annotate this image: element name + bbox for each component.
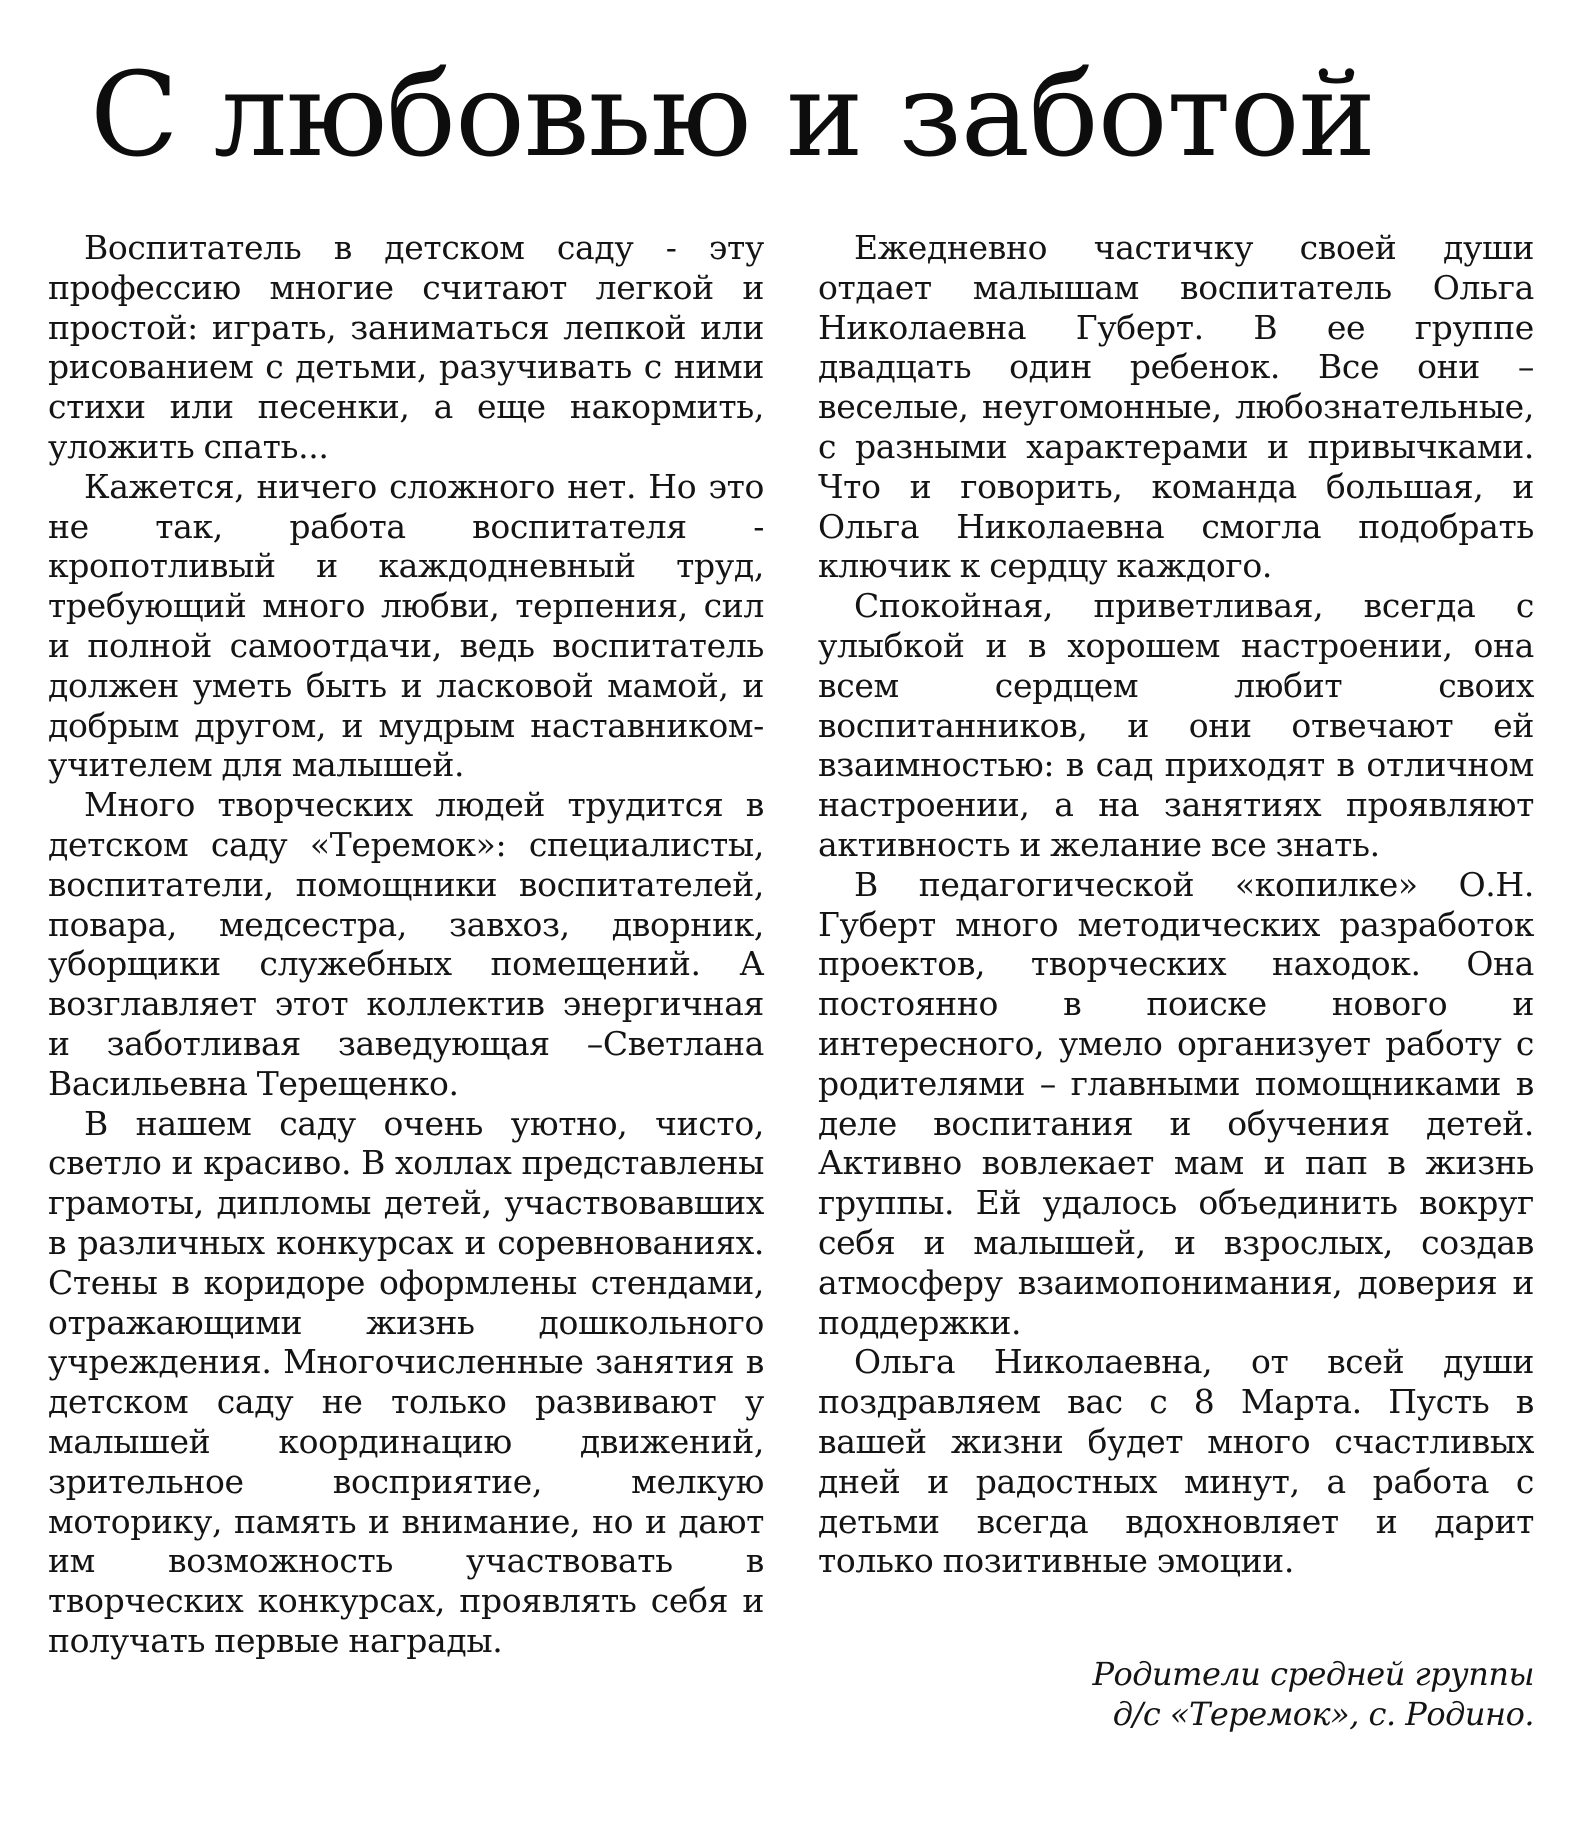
- paragraph: Воспитатель в детском саду - эту профессию многие считают легкой и простой: играть, заниматься лепкой или рисованием с детьми, разучивать с ними стихи или песенки, а еще накормить, уложить спать...: [48, 228, 764, 466]
- article-column-left: [48, 228, 764, 1661]
- paragraph: Ольга Николаевна, от всей души поздравляем вас с 8 Марта. Пусть в вашей жизни будет много счастливых дней и радостных минут, а работа с детьми всегда вдохновляет и дарит только позитивные эмоции.: [818, 1342, 1534, 1581]
- article-signature: [818, 1654, 1534, 1734]
- paragraph: Спокойная, приветливая, всегда с улыбкой и в хорошем настроении, она всем сердцем любит своих воспитанников, и они отвечают ей взаимностью: в сад приходят в отличном настроении, а на занятиях проявляют активность и желание все знать.: [818, 586, 1534, 864]
- signature-line-2: д/с «Теремок», с. Родино.: [1112, 1695, 1534, 1733]
- article-column-right: [818, 228, 1534, 1581]
- signature-line-1: Родители средней группы: [1092, 1655, 1534, 1693]
- paragraph: Кажется, ничего сложного нет. Но это не так, работа воспитателя - кропотливый и каждодневный труд, требующий много любви, терпения, сил и полной самоотдачи, ведь воспитатель должен уметь быть и ласковой мамой, и добрым другом, и мудрым наставником-учителем для малышей.: [48, 466, 764, 785]
- paragraph: Много творческих людей трудится в детском саду «Теремок»: специалисты, воспитатели, помощники воспитателей, повара, медсестра, завхоз, дворник, уборщики служебных помещений. А возглавляет этот коллектив энергичная и заботливая заведующая –Светлана Васильевна Терещенко.: [48, 785, 764, 1103]
- paragraph: В нашем саду очень уютно, чисто, светло и красиво. В холлах представлены грамоты, дипломы детей, участвовавших в различных конкурсах и соревнованиях. Стены в коридоре оформлены стендами, отражающими жизнь дошкольного учреждения. Многочисленные занятия в детском саду не только развивают у малышей координацию движений, зрительное восприятие, мелкую моторику, память и внимание, но и дают им возможность участвовать в творческих конкурсах, проявлять себя и получать первые награды.: [48, 1103, 764, 1660]
- paragraph: В педагогической «копилке» О.Н. Губерт много методических разработок проектов, творческих находок. Она постоянно в поиске нового и интересного, умело организует работу с родителями – главными помощниками в деле воспитания и обучения детей. Активно вовлекает мам и пап в жизнь группы. Ей удалось объединить вокруг себя и малышей, и взрослых, создав атмосферу взаимопонимания, доверия и поддержки.: [818, 864, 1534, 1342]
- article-title: С любовью и заботой: [90, 48, 1375, 183]
- paragraph: Ежедневно частичку своей души отдает малышам воспитатель Ольга Николаевна Губерт. В ее группе двадцать один ребенок. Все они – веселые, неугомонные, любознательные, с разными характерами и привычками. Что и говорить, команда большая, и Ольга Николаевна смогла подобрать ключик к сердцу каждого.: [818, 228, 1534, 586]
